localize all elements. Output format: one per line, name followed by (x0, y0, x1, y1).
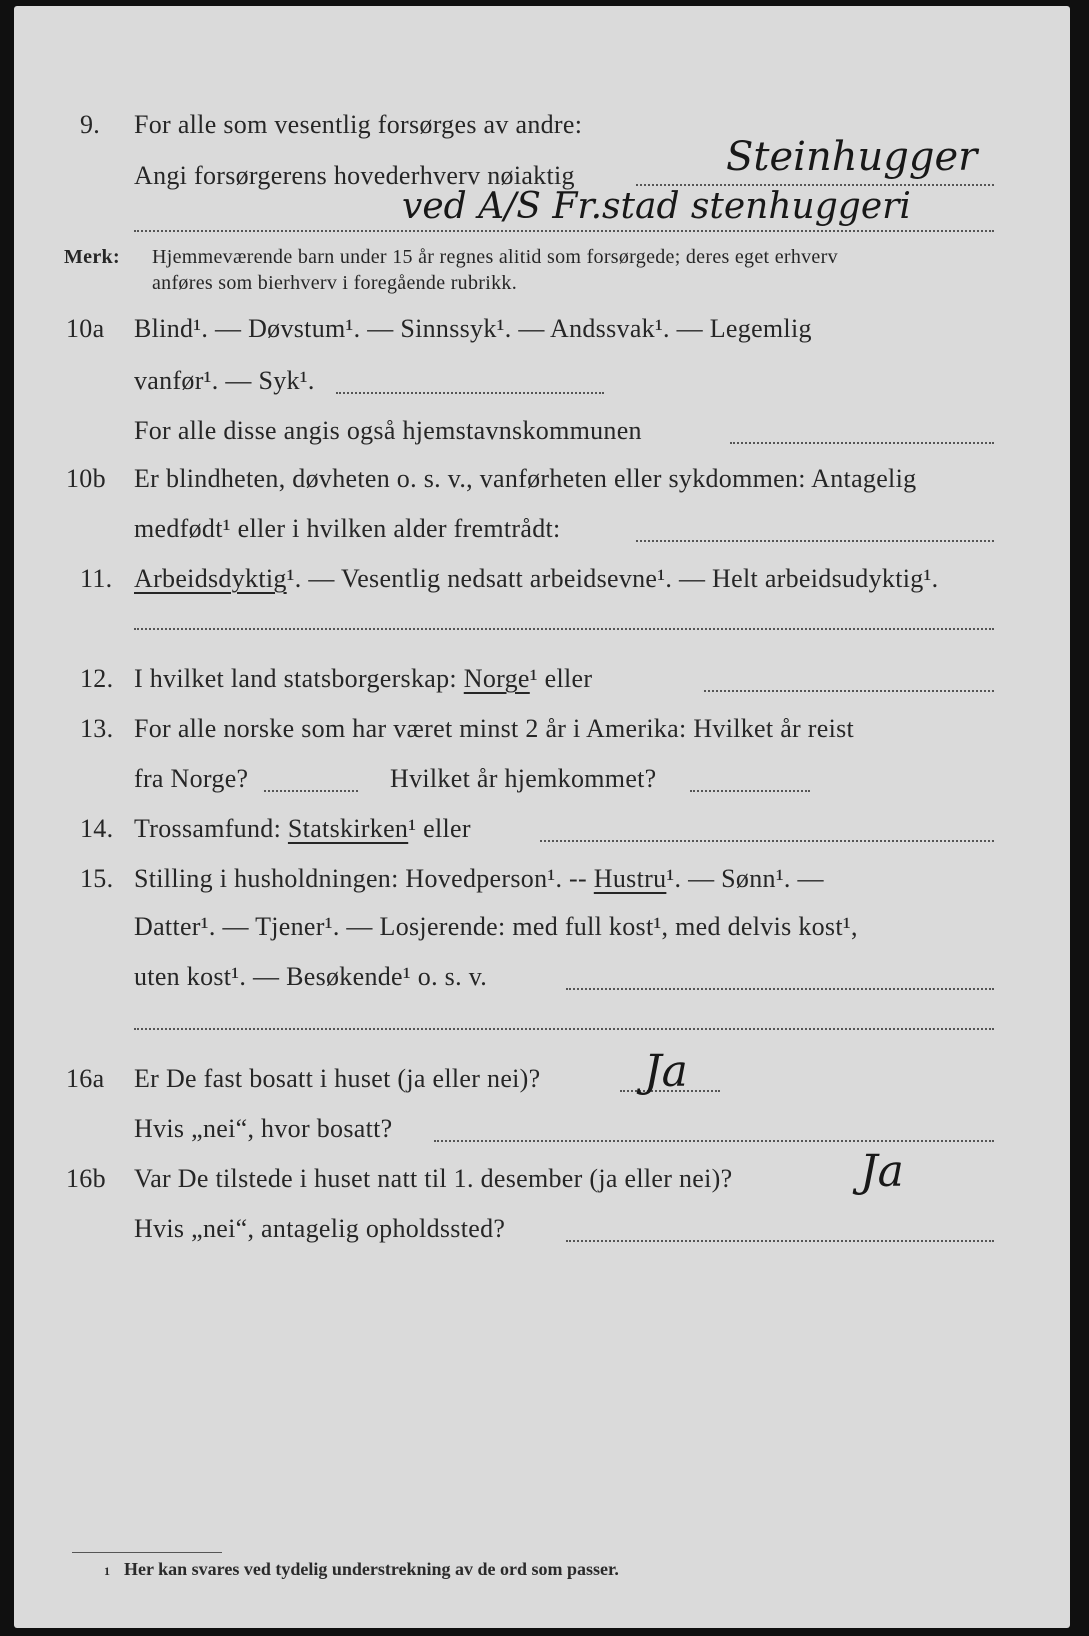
q15-answer-line-1[interactable] (566, 988, 994, 990)
q13-question: For alle norske som har været minst 2 år i Amerika: Hvilket år reist (134, 714, 855, 743)
q15-other-options: ¹. — Sønn¹. — (666, 864, 824, 893)
q12-question (134, 664, 592, 694)
q10a-hjemstavn-label: For alle disse angis også hjemstavnskommunen (134, 416, 642, 445)
q11-other-options: ¹. — Vesentlig nedsatt arbeidsevne¹. — Helt arbeidsudyktig¹. (286, 564, 939, 593)
q16b-question: Var De tilstede i huset natt til 1. desember (ja eller nei)? (134, 1164, 733, 1193)
q13-reist-label: fra Norge? (134, 764, 249, 793)
q10a-answer-line-1[interactable] (336, 392, 604, 394)
q15-question (134, 864, 824, 894)
merk-text-1: Hjemmeværende barn under 15 år regnes alitid som forsørgede; deres eget erhverv (152, 246, 838, 268)
q10a-options: Blind¹. — Døvstum¹. — Sinnssyk¹. — Andssvak¹. — Legemlig (134, 314, 812, 343)
q14-selected-option[interactable]: Statskirken (287, 814, 409, 843)
q16b-handwritten-answer: Ja (860, 1146, 904, 1197)
q16a-handwritten-answer: Ja (644, 1046, 688, 1097)
q12-eller: ¹ eller (529, 664, 593, 693)
q14-number: 14. (80, 814, 114, 843)
q14-eller: ¹ eller (408, 814, 471, 843)
q11-number: 11. (80, 564, 113, 593)
footnote-text: Her kan svares ved tydelig understrekning av de ord som passer. (124, 1559, 619, 1579)
q9-number: 9. (80, 110, 101, 139)
footnote-mark: 1 (104, 1564, 110, 1578)
q10b-number: 10b (66, 464, 106, 493)
q15-options-2: Datter¹. — Tjener¹. — Losjerende: med full kost¹, med delvis kost¹, (134, 912, 858, 941)
q14-question (134, 814, 471, 844)
q16a-number: 16a (66, 1064, 105, 1093)
q15-options-3: uten kost¹. — Besøkende¹ o. s. v. (134, 962, 488, 991)
q15-label: Stilling i husholdningen: Hovedperson¹. -- (134, 864, 587, 893)
q16b-answer-line[interactable] (566, 1240, 994, 1242)
merk-text-2: anføres som bierhverv i foregående rubrikk. (152, 272, 517, 294)
q15-number: 15. (80, 864, 114, 893)
q12-number: 12. (80, 664, 114, 693)
q11-options (134, 564, 938, 594)
q11-selected-option[interactable]: Arbeidsdyktig (134, 564, 287, 593)
q12-answer-line[interactable] (704, 690, 994, 692)
q15-selected-option[interactable]: Hustru (593, 864, 667, 893)
q16a-bosatt-answer-line[interactable] (434, 1140, 994, 1142)
q15-answer-line-2[interactable] (134, 1028, 994, 1030)
q16b-number: 16b (66, 1164, 106, 1193)
q13-number: 13. (80, 714, 114, 743)
q9-handwritten-answer-1: Steinhugger (726, 134, 978, 180)
q12-label: I hvilket land statsborgerskap: (134, 664, 457, 693)
q16b-opholdssted-label: Hvis „nei“, antagelig opholdssted? (134, 1214, 506, 1243)
q9-answer-line-2[interactable] (134, 230, 994, 232)
q9-handwritten-answer-2: ved A/S Fr.stad stenhuggeri (402, 186, 911, 227)
footnote (104, 1559, 619, 1580)
q10a-options-2: vanfør¹. — Syk¹. (134, 366, 315, 395)
q14-answer-line[interactable] (540, 840, 994, 842)
q11-answer-line[interactable] (134, 628, 994, 630)
q10b-answer-line[interactable] (636, 540, 994, 542)
q12-selected-option[interactable]: Norge (463, 664, 530, 693)
q10a-answer-line-2[interactable] (730, 442, 994, 444)
q14-label: Trossamfund: (134, 814, 282, 843)
q16a-bosatt-label: Hvis „nei“, hvor bosatt? (134, 1114, 393, 1143)
q9-question-2: Angi forsørgerens hovederhverv nøiaktig (134, 161, 575, 190)
census-form-page (14, 6, 1070, 1628)
merk-label: Merk: (64, 246, 120, 268)
q9-question: For alle som vesentlig forsørges av andre: (134, 110, 583, 139)
q13-hjemkommet-label: Hvilket år hjemkommet? (390, 764, 657, 793)
q13-reist-answer-line[interactable] (264, 790, 358, 792)
q13-hjemkommet-answer-line[interactable] (690, 790, 810, 792)
q16a-question: Er De fast bosatt i huset (ja eller nei)? (134, 1064, 541, 1093)
footnote-rule (72, 1552, 222, 1553)
q10b-question: Er blindheten, døvheten o. s. v., vanførheten eller sykdommen: Antagelig (134, 464, 917, 493)
q10a-number: 10a (66, 314, 105, 343)
q10b-question-2: medfødt¹ eller i hvilken alder fremtrådt: (134, 514, 561, 543)
